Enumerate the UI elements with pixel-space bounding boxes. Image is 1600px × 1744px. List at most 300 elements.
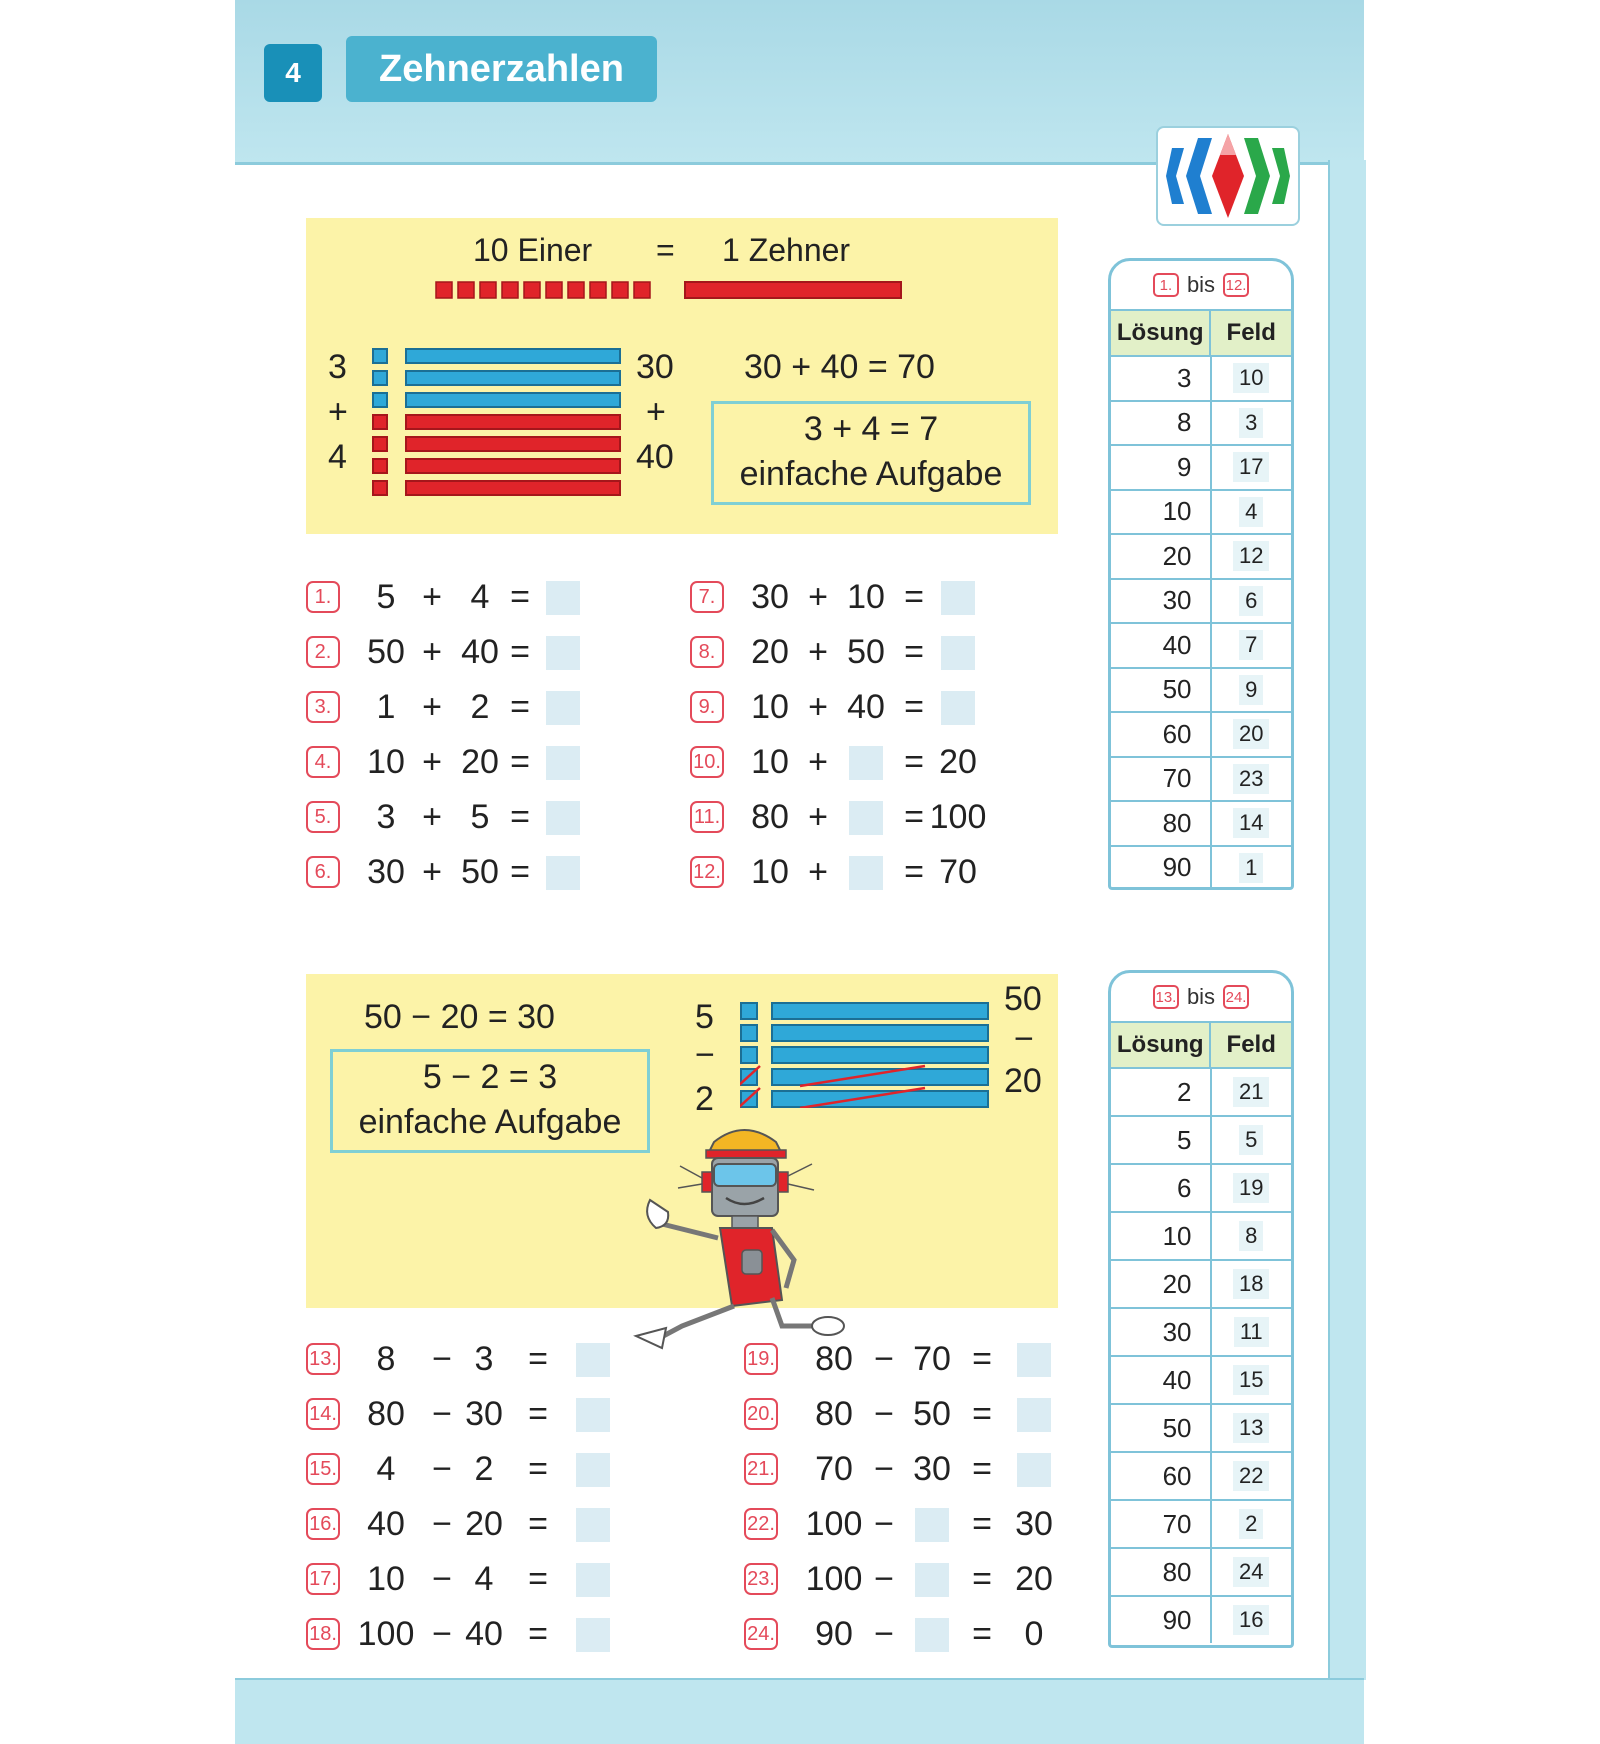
task-equals: = [510,578,530,616]
task-row [306,633,606,673]
solution-row [1111,1165,1291,1213]
simple-task-box [711,401,1031,505]
task-operand-b: 50 [913,1395,951,1433]
range-end-badge: 24. [1223,985,1249,1009]
task-row [744,1340,1074,1380]
solution-row [1111,624,1291,669]
field-number-text: 21 [1233,1077,1269,1107]
task-operator: − [432,1395,452,1433]
solution-row [1111,1357,1291,1405]
unit-cubes-column [372,348,388,496]
task-number-badge: 4. [306,746,340,778]
task-number-badge: 21. [744,1453,778,1485]
range-start-badge: 1. [1153,273,1179,297]
field-number-text: 15 [1233,1365,1269,1395]
task-equals: = [904,743,924,781]
field-number-text: 11 [1234,1317,1269,1347]
answer-box[interactable] [1017,1398,1051,1432]
task-row [306,743,606,783]
field-number [1212,1261,1292,1307]
right-number-40: 40 [636,438,674,476]
col-loesung: Lösung [1111,311,1211,355]
solution-columns [1111,1023,1291,1069]
field-number [1212,1117,1292,1163]
task-number-badge: 5. [306,801,340,833]
col-feld: Feld [1226,1031,1276,1058]
field-number-text: 9 [1239,675,1263,705]
field-number-text: 22 [1233,1461,1269,1491]
task-operand-a: 40 [367,1505,405,1543]
task-equals: = [904,578,924,616]
sub-simple-task-label: einfache Aufgabe [358,1103,622,1141]
ten-rod [684,281,902,299]
solution-value: 30 [1111,1309,1212,1355]
field-number [1212,1165,1292,1211]
task-row [690,853,1010,893]
solution-row [1111,1549,1291,1597]
task-operand-a: 90 [815,1615,853,1653]
task-row [744,1615,1074,1655]
task-operator: + [422,743,442,781]
col-feld: Feld [1226,319,1276,346]
field-number-text: 10 [1233,363,1269,393]
field-number-text: 8 [1239,1221,1263,1251]
task-operand-a: 80 [815,1340,853,1378]
task-row [690,688,1010,728]
task-row [690,578,1010,618]
task-operand-b: 3 [474,1340,494,1378]
field-number-text: 6 [1239,586,1263,616]
field-number-text: 16 [1233,1605,1269,1635]
task-operator: + [808,743,828,781]
field-number [1212,446,1292,489]
solution-value: 5 [1111,1117,1212,1163]
solution-value: 70 [1111,1501,1212,1547]
answer-box[interactable] [546,581,580,615]
field-number [1212,624,1292,667]
task-operand-b: 2 [470,688,490,726]
task-number-badge: 10. [690,746,724,778]
task-row [306,1560,626,1600]
task-operator: − [874,1505,894,1543]
task-operand-b: 50 [461,853,499,891]
sub-right-number-20: 20 [1004,1062,1042,1100]
solution-row [1111,1261,1291,1309]
task-number-badge: 13. [306,1343,340,1375]
task-equals: = [510,633,530,671]
solution-row [1111,1117,1291,1165]
task-equals: = [528,1395,548,1433]
solution-row [1111,669,1291,714]
field-number [1212,491,1292,534]
task-operand-a: 80 [751,798,789,836]
solution-row [1111,1597,1291,1643]
solution-table-1 [1108,258,1294,890]
zehner-label: 1 Zehner [722,232,851,268]
solution-value: 2 [1111,1069,1212,1115]
task-operand-b: 70 [913,1340,951,1378]
task-operand-a: 100 [357,1615,415,1653]
sub-right-minus: − [1014,1020,1034,1058]
solution-row [1111,402,1291,447]
task-number-badge: 23. [744,1563,778,1595]
solution-value: 9 [1111,446,1212,489]
task-number-badge: 1. [306,581,340,613]
answer-box[interactable] [576,1508,610,1542]
task-row [744,1395,1074,1435]
solution-row [1111,535,1291,580]
task-equals: = [972,1395,992,1433]
solution-row [1111,713,1291,758]
task-operator: − [432,1340,452,1378]
solution-row [1111,580,1291,625]
solution-value: 50 [1111,1405,1212,1451]
page-number: 4 [264,44,322,102]
task-operand-b: 20 [461,743,499,781]
field-number [1212,580,1292,623]
task-operand-b: 40 [461,633,499,671]
colored-diamond-logo-icon [1156,126,1300,226]
task-equals: = [904,853,924,891]
task-row [306,578,606,618]
task-operator: − [432,1560,452,1598]
sub-left-number-5: 5 [695,998,714,1036]
task-number-badge: 20. [744,1398,778,1430]
task-number-badge: 22. [744,1508,778,1540]
task-row [306,798,606,838]
solution-row [1111,847,1291,890]
task-number-badge: 17. [306,1563,340,1595]
task-operand-b: 40 [465,1615,503,1653]
field-number [1212,1213,1292,1259]
range-start-badge: 13. [1153,985,1179,1009]
task-operator: + [808,798,828,836]
solution-table-2 [1108,970,1294,1648]
task-equals: = [528,1505,548,1543]
solution-row [1111,1405,1291,1453]
range-bis: bis [1186,272,1216,297]
task-number-badge: 19. [744,1343,778,1375]
field-number [1212,1501,1292,1547]
task-equals: = [510,688,530,726]
solution-value: 40 [1111,1357,1212,1403]
task-equals: = [510,798,530,836]
right-margin-band [1328,160,1366,1680]
field-number [1212,713,1292,756]
field-number [1212,357,1292,400]
col-loesung: Lösung [1111,1023,1211,1067]
task-result: 20 [1015,1560,1053,1598]
task-number-badge: 3. [306,691,340,723]
task-number-badge: 18. [306,1618,340,1650]
field-number-text: 7 [1239,630,1263,660]
task-result: 0 [1024,1615,1044,1653]
ten-rods-column [405,348,621,496]
task-equals: = [904,798,924,836]
task-equals: = [528,1615,548,1653]
field-number-text: 4 [1239,497,1263,527]
task-operand-b: 10 [847,578,885,616]
field-number-text: 12 [1233,541,1269,571]
task-number-badge: 8. [690,636,724,668]
field-number [1212,1549,1292,1595]
task-operand-b: 4 [470,578,490,616]
task-operand-a: 70 [815,1450,853,1488]
field-number [1212,1357,1292,1403]
subtraction-rods [740,1002,990,1108]
field-number [1212,1405,1292,1451]
task-operator: + [422,798,442,836]
task-equals: = [528,1340,548,1378]
task-number-badge: 2. [306,636,340,668]
solution-rows [1111,357,1291,889]
task-operand-a: 1 [376,688,396,726]
field-number [1212,1069,1292,1115]
simple-task-label: einfache Aufgabe [739,455,1003,493]
task-operand-a: 8 [376,1340,396,1378]
task-row [744,1560,1074,1600]
task-operator: − [432,1450,452,1488]
solution-row [1111,1309,1291,1357]
task-operand-a: 4 [376,1450,396,1488]
task-number-badge: 12. [690,856,724,888]
answer-box[interactable] [546,801,580,835]
task-operator: − [874,1340,894,1378]
answer-box[interactable] [941,636,975,670]
task-operand-b: 50 [847,633,885,671]
task-operand-a: 20 [751,633,789,671]
task-operand-b: 4 [474,1560,494,1598]
right-plus-sign: + [646,393,666,431]
left-plus-sign: + [328,393,348,431]
task-equals: = [528,1450,548,1488]
equals-sign: = [656,232,675,268]
field-number [1212,669,1292,712]
task-operator: − [874,1615,894,1653]
task-equals: = [972,1505,992,1543]
answer-box[interactable] [576,1343,610,1377]
field-number-text: 1 [1239,853,1263,883]
task-row [306,1450,626,1490]
task-result: 100 [929,798,987,836]
solution-row [1111,1213,1291,1261]
task-row [690,633,1010,673]
range-bis: bis [1186,984,1216,1009]
sub-left-number-2: 2 [695,1080,714,1118]
task-operand-a: 10 [367,743,405,781]
task-operand-b: 2 [474,1450,494,1488]
task-equals: = [972,1615,992,1653]
field-number [1212,1597,1292,1643]
solution-value: 80 [1111,802,1212,845]
bottom-band [235,1678,1364,1744]
answer-box[interactable] [546,746,580,780]
task-number-badge: 14. [306,1398,340,1430]
task-row [744,1450,1074,1490]
task-result: 70 [939,853,977,891]
field-number [1212,1309,1292,1355]
task-operand-a: 30 [751,578,789,616]
answer-box[interactable] [941,691,975,725]
sub-left-minus: − [695,1036,715,1074]
right-number-30: 30 [636,348,674,386]
answer-box[interactable] [576,1618,610,1652]
solution-value: 80 [1111,1549,1212,1595]
field-number-text: 2 [1239,1509,1263,1539]
task-equals: = [510,853,530,891]
field-number-text: 3 [1239,408,1263,438]
sub-simple-task-box [330,1049,650,1153]
solution-value: 10 [1111,491,1212,534]
task-operand-a: 10 [751,853,789,891]
simple-equation: 3 + 4 = 7 [803,410,939,448]
solution-value: 60 [1111,713,1212,756]
solution-row [1111,491,1291,536]
answer-box[interactable] [576,1453,610,1487]
solution-value: 30 [1111,580,1212,623]
answer-box[interactable] [546,856,580,890]
task-operator: + [808,853,828,891]
task-number-badge: 15. [306,1453,340,1485]
sub-right-number-50: 50 [1004,980,1042,1018]
field-number-text: 19 [1233,1173,1269,1203]
field-number [1212,535,1292,578]
task-row [690,743,1010,783]
robot-mascot-illustration [622,1120,858,1350]
field-number-text: 17 [1233,452,1269,482]
task-operand-a: 10 [751,743,789,781]
task-row [306,853,606,893]
solution-value: 70 [1111,758,1212,801]
solution-table-header [1111,261,1291,311]
solution-table-header [1111,973,1291,1023]
task-operand-a: 100 [805,1505,863,1543]
task-number-badge: 9. [690,691,724,723]
solution-value: 6 [1111,1165,1212,1211]
solution-row [1111,357,1291,402]
task-row [690,798,1010,838]
task-row [306,1505,626,1545]
einer-label: 10 Einer [473,232,593,268]
task-number-badge: 6. [306,856,340,888]
task-operator: + [808,578,828,616]
field-number [1212,758,1292,801]
task-row [306,1395,626,1435]
task-operator: + [422,688,442,726]
task-equals: = [904,688,924,726]
solution-row [1111,1453,1291,1501]
field-number-text: 24 [1233,1557,1269,1587]
solution-rows [1111,1069,1291,1643]
task-result: 30 [1015,1505,1053,1543]
solution-value: 60 [1111,1453,1212,1499]
task-equals: = [972,1560,992,1598]
sub-main-equation: 50 − 20 = 30 [364,998,555,1036]
page-title: Zehnerzahlen [346,36,657,102]
field-number [1212,402,1292,445]
field-number [1212,847,1292,890]
solution-row [1111,1069,1291,1117]
solution-value: 20 [1111,535,1212,578]
answer-box[interactable] [941,581,975,615]
field-number-text: 13 [1233,1413,1269,1443]
task-row [306,1340,626,1380]
task-operator: + [422,633,442,671]
solution-row [1111,446,1291,491]
task-operand-b: 30 [465,1395,503,1433]
task-operand-b: 5 [470,798,490,836]
task-operand-a: 10 [367,1560,405,1598]
field-number [1212,802,1292,845]
task-operand-a: 10 [751,688,789,726]
task-operand-a: 30 [367,853,405,891]
task-operator: − [432,1615,452,1653]
field-number-text: 5 [1239,1125,1263,1155]
field-number-text: 20 [1233,719,1269,749]
solution-columns [1111,311,1291,357]
main-equation: 30 + 40 = 70 [744,348,935,386]
task-row [744,1505,1074,1545]
task-result: 20 [939,743,977,781]
task-operator: − [874,1450,894,1488]
task-operand-a: 80 [367,1395,405,1433]
task-operator: + [808,688,828,726]
task-operator: − [432,1505,452,1543]
range-end-badge: 12. [1223,273,1249,297]
field-number-text: 18 [1233,1269,1269,1299]
task-operator: − [874,1395,894,1433]
answer-box[interactable] [546,691,580,725]
solution-row [1111,802,1291,847]
answer-box[interactable] [1017,1343,1051,1377]
task-operand-a: 50 [367,633,405,671]
task-operand-a: 3 [376,798,396,836]
task-operand-a: 5 [376,578,396,616]
task-number-badge: 16. [306,1508,340,1540]
field-number-text: 14 [1233,808,1269,838]
solution-value: 50 [1111,669,1212,712]
solution-value: 90 [1111,1597,1212,1643]
task-number-badge: 11. [690,801,724,833]
solution-value: 8 [1111,402,1212,445]
task-operator: + [422,853,442,891]
task-equals: = [528,1560,548,1598]
task-equals: = [510,743,530,781]
task-number-badge: 24. [744,1618,778,1650]
task-operand-a: 80 [815,1395,853,1433]
answer-box[interactable] [546,636,580,670]
answer-box[interactable] [1017,1453,1051,1487]
answer-box[interactable] [576,1398,610,1432]
solution-row [1111,1501,1291,1549]
solution-row [1111,758,1291,803]
field-number-text: 23 [1233,764,1269,794]
ten-ones-cubes [435,281,653,299]
task-number-badge: 7. [690,581,724,613]
task-operand-b: 30 [913,1450,951,1488]
solution-value: 90 [1111,847,1212,890]
answer-box[interactable] [576,1563,610,1597]
field-number [1212,1453,1292,1499]
task-operand-b: 40 [847,688,885,726]
task-equals: = [904,633,924,671]
task-operator: − [874,1560,894,1598]
sub-simple-equation: 5 − 2 = 3 [422,1058,558,1096]
task-equals: = [972,1450,992,1488]
left-number-3: 3 [328,348,347,386]
left-number-4: 4 [328,438,347,476]
task-operator: + [422,578,442,616]
